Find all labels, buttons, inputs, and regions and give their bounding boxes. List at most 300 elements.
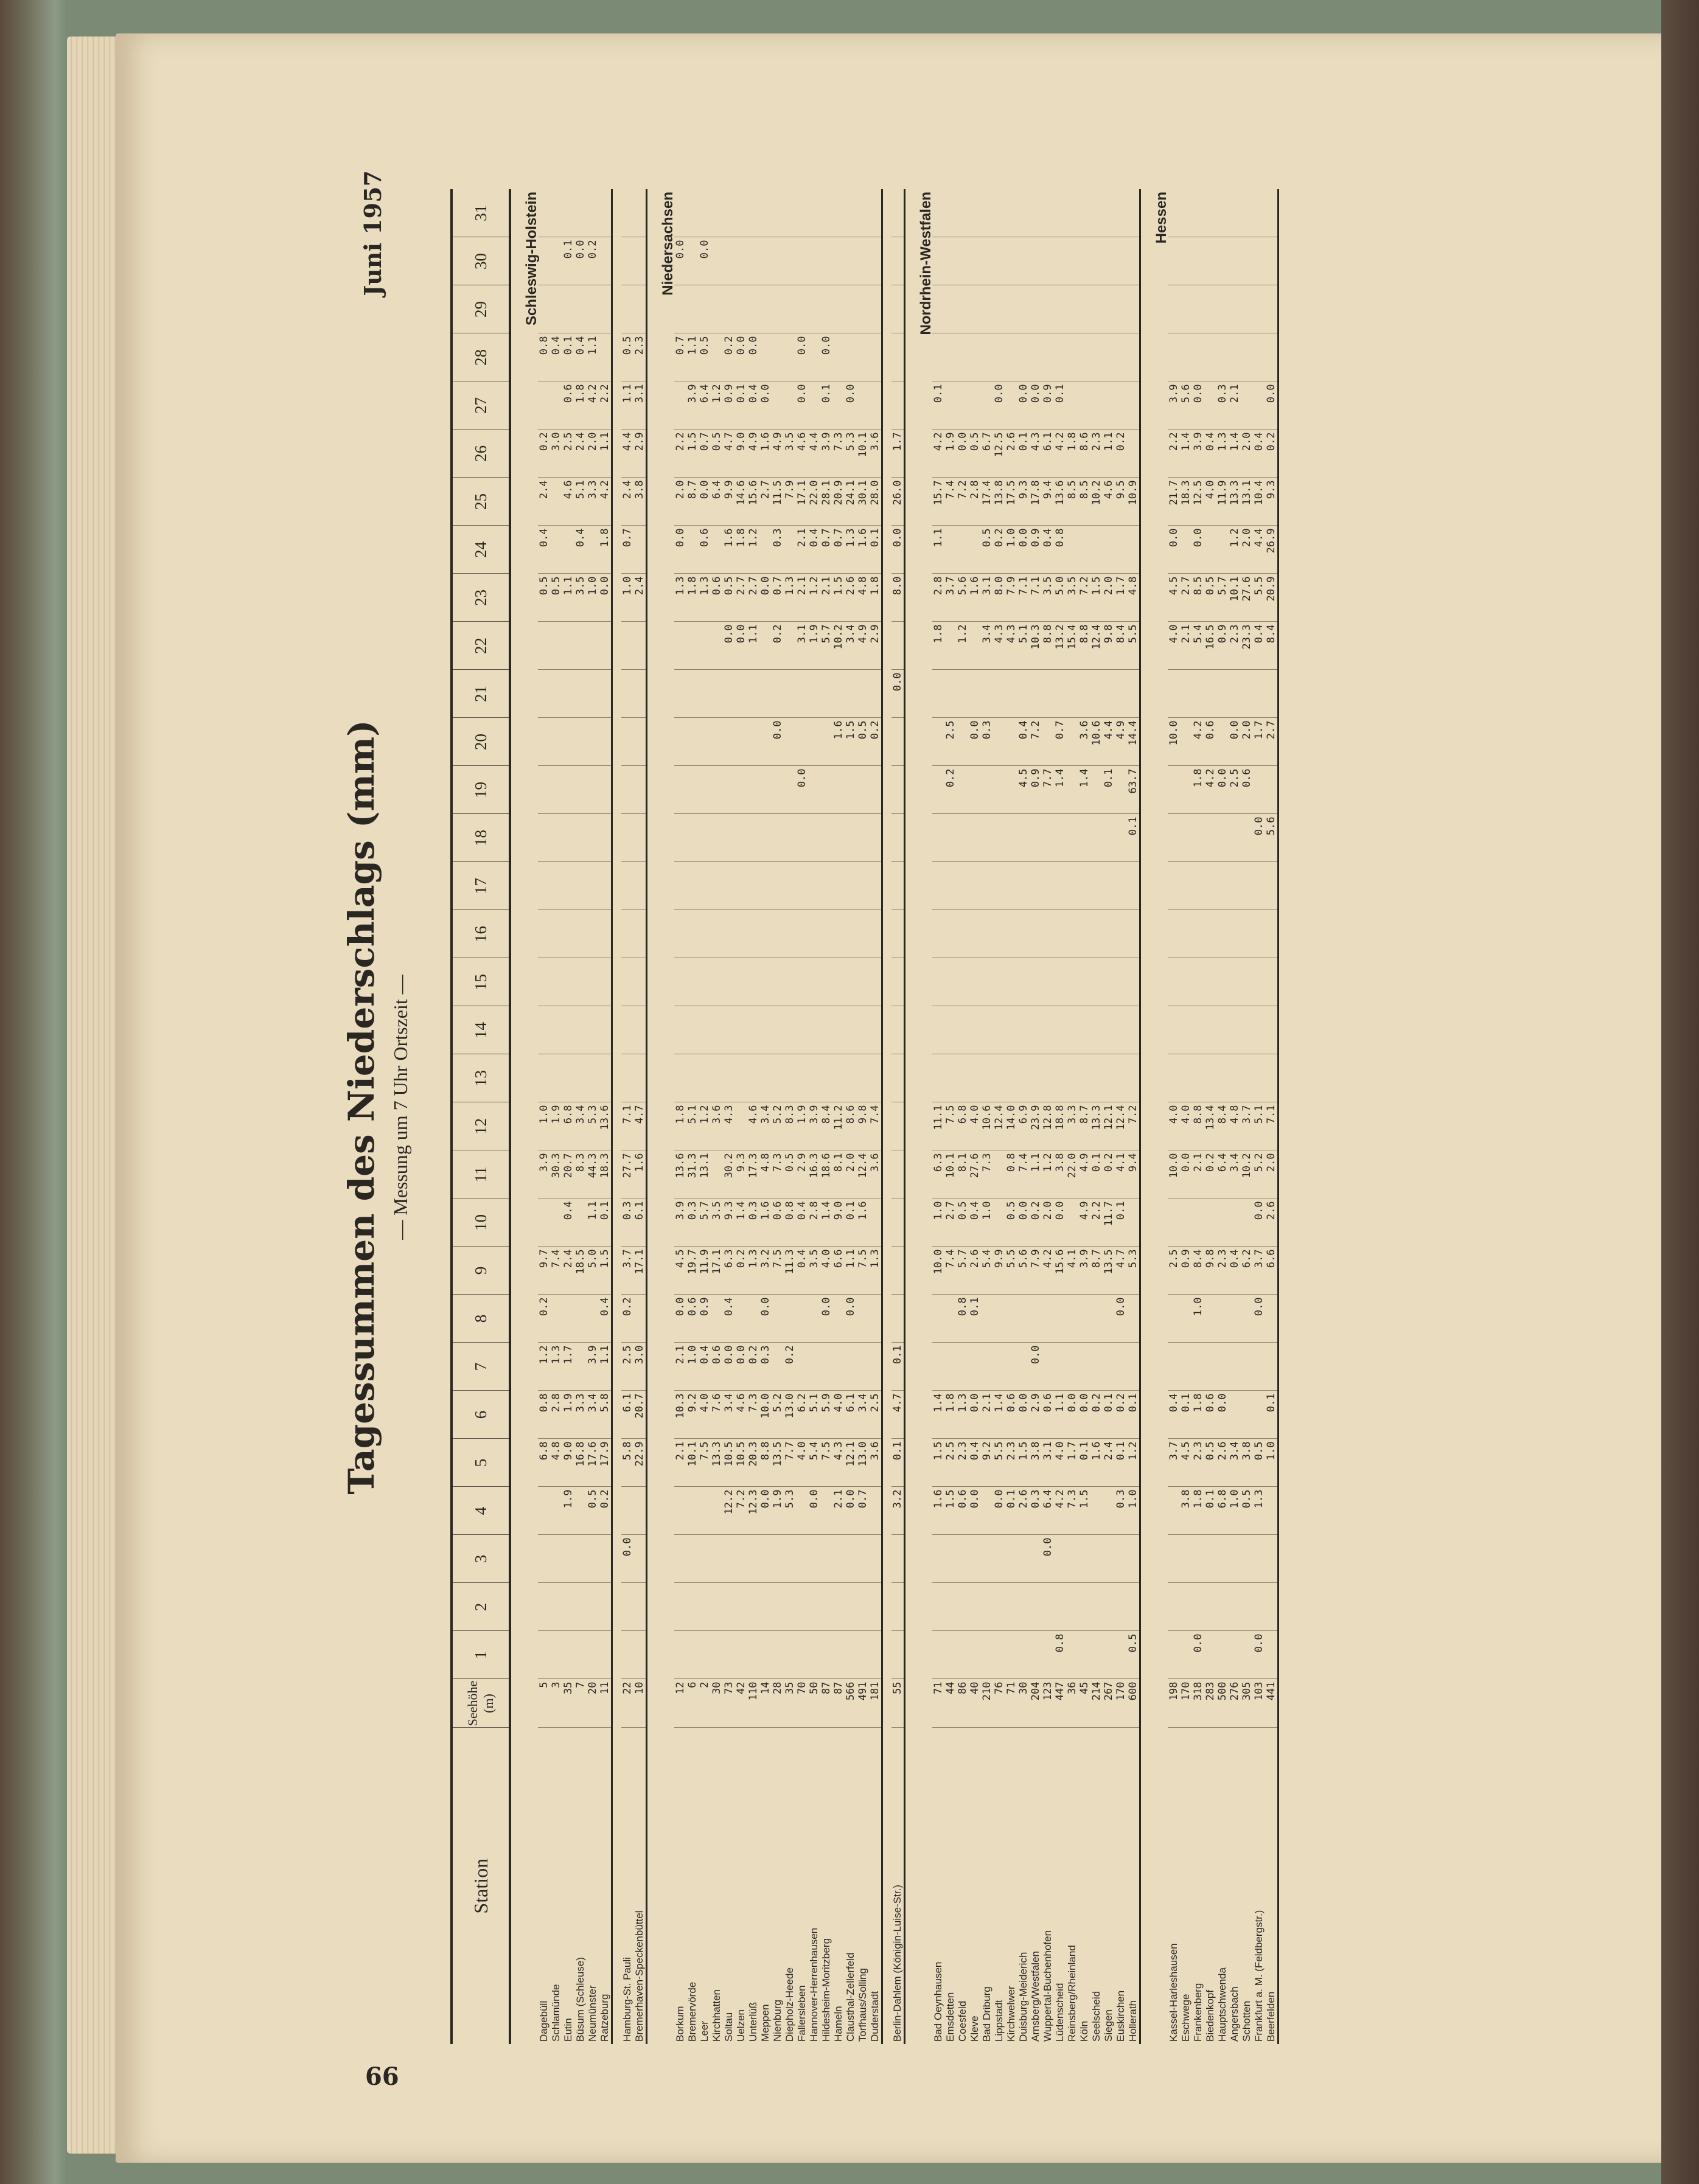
precip-value: 17.1 [796,478,808,526]
precip-value: 5.5 [1253,574,1265,622]
precip-value [587,814,599,862]
precip-value: 0.5 [857,718,869,766]
day-header: 11 [452,1150,510,1198]
precip-value [1103,526,1115,574]
precip-value: 0.0 [674,237,686,285]
station-row [1127,189,1140,2044]
precip-value: 0.5 [981,526,993,574]
precip-value: 5.3 [587,1102,599,1150]
precip-value: 4.1 [1115,1150,1127,1198]
precip-value: 3.1 [633,381,647,429]
precip-value: 0.1 [1103,1391,1115,1439]
station-elevation: 3 [550,1679,562,1728]
precip-value [1127,429,1140,478]
precip-value [711,766,723,814]
precip-value [1168,333,1180,381]
precip-value [1115,814,1127,862]
precip-value [1229,958,1241,1006]
precip-value: 5.6 [1017,1247,1030,1295]
precip-value [686,862,699,910]
precip-value [944,670,957,718]
precip-value [957,189,969,237]
precip-value [1090,1535,1103,1583]
header-row [452,189,510,2044]
precip-value [1103,1054,1115,1102]
precip-value: 1.8 [1192,766,1204,814]
day-header: 6 [452,1391,510,1439]
precip-value [599,670,612,718]
precip-value: 13.3 [1090,1102,1103,1150]
precip-value [574,862,587,910]
precip-value: 2.6 [1005,429,1017,478]
precip-value: 12.4 [993,1102,1005,1150]
precip-value [932,766,944,814]
precip-value: 0.4 [562,1198,574,1247]
precip-value [1042,1295,1054,1343]
precip-value [969,814,981,862]
precip-value [562,1583,574,1631]
precip-value: 3.9 [587,1343,599,1391]
precip-value: 11.5 [772,478,784,526]
precip-value [808,333,820,381]
precip-value [845,237,857,285]
day-header: 13 [452,1054,510,1102]
precip-value: 2.1 [674,1439,686,1487]
precip-value [857,670,869,718]
precip-value [674,862,686,910]
precip-value: 0.0 [1253,1631,1265,1679]
precip-value [981,333,993,381]
precip-value [711,622,723,670]
precip-value: 0.6 [1005,1391,1017,1439]
precip-value [1017,1535,1030,1583]
precip-value: 2.7 [944,1198,957,1247]
precip-value [699,766,711,814]
station-name: Frankenberg [1192,1983,1204,2042]
precip-value [957,1631,969,1679]
precip-value [869,910,882,958]
precip-value [538,1054,550,1102]
precip-value [1204,333,1216,381]
precip-value: 8.4 [1115,622,1127,670]
precip-value: 0.0 [1168,526,1180,574]
precip-value [1192,1198,1204,1247]
station-elevation: 214 [1090,1679,1103,1728]
precip-value: 5.1 [808,1391,820,1439]
precip-value [1090,237,1103,285]
precip-value [784,237,796,285]
station-name: Bremervörde [686,1981,698,2042]
precip-value [969,1583,981,1631]
precip-value: 3.6 [869,1150,882,1198]
precip-value [1192,814,1204,862]
precip-value [1180,1583,1192,1631]
precip-value: 0.0 [1216,766,1229,814]
precip-value: 10.3 [674,1391,686,1439]
precip-value [759,1054,772,1102]
rotated-table-sheet [341,170,1497,2044]
precip-value [587,766,599,814]
precip-value: 11.2 [832,1102,845,1150]
precip-value: 3.1 [981,574,993,622]
precip-value [1216,1343,1229,1391]
precip-value: 3.0 [633,1343,647,1391]
day-header: 10 [452,1198,510,1247]
day-header: 17 [452,862,510,910]
station-elevation: 40 [969,1679,981,1728]
precip-value [857,1006,869,1054]
precip-value: 3.8 [1030,1439,1042,1487]
precip-value [621,1631,633,1679]
precip-value [784,1631,796,1679]
precip-value: 0.0 [1180,1150,1192,1198]
precip-value [1253,958,1265,1006]
precip-value [1090,526,1103,574]
precip-value: 8.4 [820,1102,832,1150]
precip-value [1180,1343,1192,1391]
precip-value [820,670,832,718]
precip-value [1017,862,1030,910]
precip-value: 0.0 [1017,1391,1030,1439]
precip-value [981,862,993,910]
precip-value: 10.2 [832,622,845,670]
precip-value [784,285,796,333]
precip-value: 1.1 [1054,1391,1066,1439]
precip-value: 3.1 [796,622,808,670]
precip-value: 1.6 [857,526,869,574]
precip-value: 0.4 [969,1198,981,1247]
precip-value: 13.8 [993,478,1005,526]
precip-value [808,285,820,333]
precip-value: 5.7 [699,1198,711,1247]
precip-value [686,766,699,814]
precip-value [759,526,772,574]
precip-value [1216,910,1229,958]
precip-value [784,958,796,1006]
precip-value: 15.6 [1054,1247,1066,1295]
precip-value [796,1535,808,1583]
precip-value: 6.1 [633,1198,647,1247]
precip-value [1066,526,1078,574]
precip-value: 5.2 [1253,1150,1265,1198]
precip-value [969,670,981,718]
precip-value: 16.5 [1204,622,1216,670]
precip-value [699,1583,711,1631]
precip-value: 2.6 [969,1247,981,1295]
precip-value: 1.2 [957,622,969,670]
precip-value: 0.2 [772,622,784,670]
precip-value [587,1535,599,1583]
precip-value: 1.3 [1253,1487,1265,1535]
precip-value: 7.9 [1005,574,1017,622]
precip-value [723,718,735,766]
precip-value: 2.2 [1168,429,1180,478]
precip-value [1090,285,1103,333]
precip-value: 7.5 [857,1247,869,1295]
precip-value [1030,862,1042,910]
precip-value [674,1583,686,1631]
precip-value [1229,862,1241,910]
precip-value: 1.1 [747,622,759,670]
precip-value: 14.4 [1127,718,1140,766]
precip-value: 30.1 [857,478,869,526]
station-elevation: 50 [808,1679,820,1728]
precip-value [1204,814,1216,862]
precip-value: 5.5 [1127,622,1140,670]
station-elevation: 110 [747,1679,759,1728]
station-header: Station [452,1728,510,2044]
precip-value [711,1487,723,1535]
precip-value [1078,333,1090,381]
precip-value: 0.0 [735,333,747,381]
precip-value: 20.9 [1265,574,1279,622]
precip-value [1241,1583,1253,1631]
precip-value [1265,910,1279,958]
precip-value [1127,1535,1140,1583]
precip-value [796,1583,808,1631]
precip-value [957,670,969,718]
station-name: Duisburg-Meiderich [1017,1952,1029,2042]
station-elevation: 210 [981,1679,993,1728]
precip-value [1241,1006,1253,1054]
precip-value: 14.6 [735,478,747,526]
precip-value [1115,862,1127,910]
precip-value [587,718,599,766]
precip-value: 4.9 [1078,1198,1090,1247]
precip-value [699,285,711,333]
precip-value: 10.5 [723,1439,735,1487]
precip-value: 0.0 [796,381,808,429]
precip-value: 5.4 [1192,622,1204,670]
precip-value [1103,381,1115,429]
precip-value: 0.1 [845,1198,857,1247]
station-elevation: 87 [820,1679,832,1728]
precip-value: 0.2 [869,718,882,766]
precip-value [1265,766,1279,814]
precip-value [1054,862,1066,910]
precip-value [1241,1198,1253,1247]
precip-value [1168,1006,1180,1054]
precip-value: 7.3 [1066,1487,1078,1535]
precip-value [932,333,944,381]
station-name: Bad Oeynhausen [932,1961,944,2042]
precip-value [820,1535,832,1583]
precip-value [969,333,981,381]
precip-value [832,670,845,718]
precip-value [944,1054,957,1102]
precip-value [808,718,820,766]
precip-value [932,910,944,958]
station-row [1090,189,1103,2044]
precip-value: 1.0 [932,1198,944,1247]
precip-value [857,862,869,910]
precip-value [891,862,905,910]
precip-value: 2.3 [633,333,647,381]
precip-value [1229,189,1241,237]
precip-value [1042,1054,1054,1102]
precip-value [845,1583,857,1631]
precip-value: 6.7 [981,429,993,478]
precip-value [633,814,647,862]
precip-value: 1.3 [550,1343,562,1391]
precip-value: 30.2 [723,1150,735,1198]
precip-value [1204,1535,1216,1583]
precip-value [735,1583,747,1631]
precip-value [808,1631,820,1679]
section-row [647,189,675,2044]
precip-value: 1.6 [759,429,772,478]
precip-value: 8.6 [845,1102,857,1150]
precip-value [723,1006,735,1054]
precip-value [832,766,845,814]
precip-value [808,1295,820,1343]
precip-value [633,285,647,333]
precip-value: 4.2 [932,429,944,478]
precip-value [759,622,772,670]
precip-value [845,1006,857,1054]
precip-value [1127,526,1140,574]
precip-value [796,1295,808,1343]
precip-value [1030,1583,1042,1631]
precip-value: 9.7 [538,1247,550,1295]
precip-value: 0.2 [1204,1150,1216,1198]
station-name: Lippstadt [993,2000,1005,2042]
precip-value [550,1535,562,1583]
precip-value: 2.2 [674,429,686,478]
station-elevation: 600 [1127,1679,1140,1728]
precip-value [587,910,599,958]
station-name: Siegen [1103,2009,1114,2042]
precip-value: 0.2 [538,1295,550,1343]
precip-value [1017,285,1030,333]
precip-value [711,910,723,958]
precip-value [1042,1631,1054,1679]
precip-value [1229,670,1241,718]
precip-value: 27.6 [969,1150,981,1198]
precip-value [633,237,647,285]
station-name: Hildesheim-Moritzberg [820,1938,832,2042]
precip-value [550,478,562,526]
precip-value [1103,1006,1115,1054]
precip-value [1229,1006,1241,1054]
precip-value [550,718,562,766]
precip-value [747,189,759,237]
precip-value [1115,381,1127,429]
precip-value: 31.3 [686,1150,699,1198]
station-row [711,189,723,2044]
precip-value [1090,1583,1103,1631]
precip-value: 1.1 [599,429,612,478]
precip-value: 7.6 [711,1391,723,1439]
station-row [1192,189,1204,2044]
precip-value [587,1006,599,1054]
precip-value: 1.4 [1054,766,1066,814]
precip-value [1265,862,1279,910]
precip-value [869,670,882,718]
precip-value: 5.6 [957,574,969,622]
precip-value: 10.9 [1127,478,1140,526]
precip-value [759,910,772,958]
precip-value [1216,237,1229,285]
precip-value [1005,333,1017,381]
precip-value: 4.0 [796,1439,808,1487]
precip-value [1127,1054,1140,1102]
precip-value [857,910,869,958]
precip-value: 1.6 [832,718,845,766]
precip-value [1066,1343,1078,1391]
precip-value: 2.5 [869,1391,882,1439]
precip-value [621,622,633,670]
precip-value: 0.0 [735,622,747,670]
precip-value: 0.4 [538,526,550,574]
precip-value: 8.5 [1078,478,1090,526]
precip-value: 15.6 [747,478,759,526]
precip-value [1168,1054,1180,1102]
precip-value: 2.0 [674,478,686,526]
precip-value: 0.0 [845,1487,857,1535]
precip-value [1005,1006,1017,1054]
precip-value: 12.2 [723,1487,735,1535]
precip-value [550,910,562,958]
precip-value: 0.2 [1115,429,1127,478]
precip-value [621,718,633,766]
precip-value: 17.9 [599,1439,612,1487]
precip-value: 2.5 [562,429,574,478]
precip-value: 3.8 [1180,1487,1192,1535]
precip-value: 2.7 [1180,574,1192,622]
precip-value [1066,958,1078,1006]
precip-value: 6.4 [699,381,711,429]
precip-value [1241,1054,1253,1102]
station-row [957,189,969,2044]
precip-value [1103,958,1115,1006]
precip-value: 1.3 [784,574,796,622]
precip-value: 1.9 [796,1102,808,1150]
precip-value [1030,333,1042,381]
station-name: Hannover-Herrenhausen [808,1927,820,2042]
precip-value [550,1198,562,1247]
precip-value: 1.3 [845,526,857,574]
precip-value: 0.8 [538,1391,550,1439]
precip-value [550,526,562,574]
precip-value: 2.1 [1180,622,1192,670]
precip-value [633,766,647,814]
precip-value [1192,1054,1204,1102]
precip-value: 1.6 [857,1198,869,1247]
precip-value: 0.2 [538,429,550,478]
precip-value [747,1295,759,1343]
precip-value: 0.3 [1030,1487,1042,1535]
precip-value [1066,1295,1078,1343]
precip-value [845,1343,857,1391]
precip-value [735,766,747,814]
precip-value [1168,237,1180,285]
precip-value [735,1006,747,1054]
station-row [735,189,747,2044]
precip-value: 0.6 [1042,1391,1054,1439]
precip-value [699,1006,711,1054]
precip-value: 3.7 [1168,1439,1180,1487]
precip-value [1005,1631,1017,1679]
precip-value: 0.4 [699,1343,711,1391]
precip-value: 0.5 [621,333,633,381]
precip-value [772,381,784,429]
precip-value [944,862,957,910]
precip-value [1180,766,1192,814]
station-elevation: 318 [1192,1679,1204,1728]
station-row [1253,189,1265,2044]
precip-value: 0.5 [1204,1439,1216,1487]
